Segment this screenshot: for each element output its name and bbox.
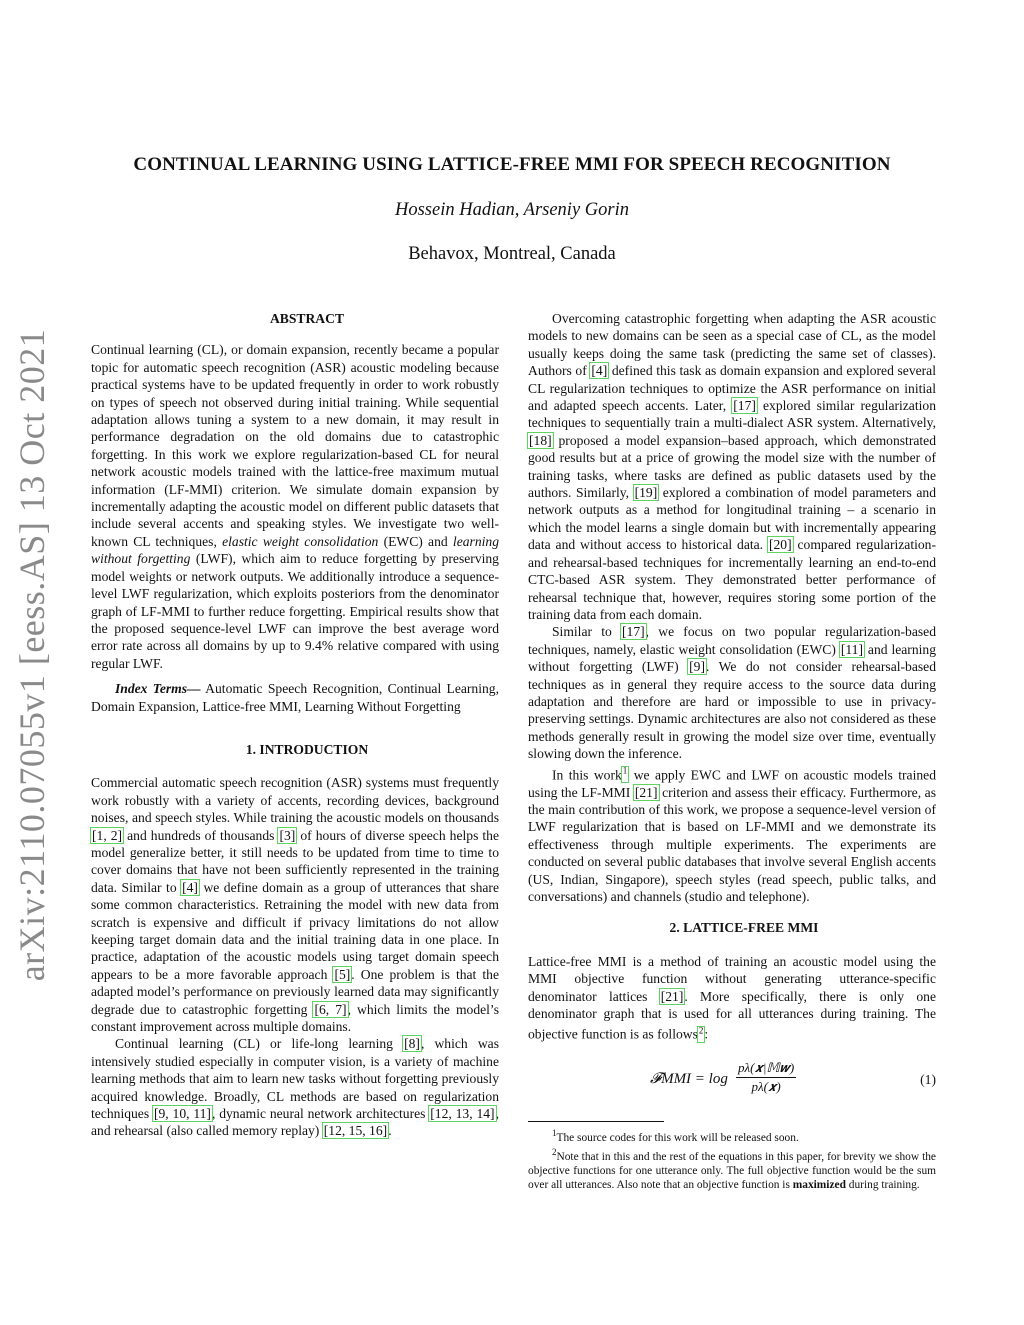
citation-link[interactable]: [3] xyxy=(279,827,296,843)
index-terms-label: Index Terms— xyxy=(115,681,201,697)
footnote-2-bold: maximized xyxy=(792,1178,846,1191)
citation-link[interactable]: [4] xyxy=(591,363,608,379)
citation-link[interactable]: [21] xyxy=(634,784,658,800)
footnote-2-mark: 2 xyxy=(552,1147,557,1158)
footnote-2 xyxy=(528,1145,936,1192)
intro-paragraph-3 xyxy=(528,310,936,623)
intro-p2-text-a: Continual learning (CL) or life-long learning xyxy=(115,1036,404,1052)
intro-p3-text-a: Overcoming catastrophic forgetting when adapting the ASR acoustic models to new domains can be seen as a special case of CL, as the model usually keeps doing the same task (predicting the same set of classes). Authors of xyxy=(528,311,936,379)
citation-link[interactable]: [5] xyxy=(334,966,351,982)
intro-p3-text-e: explored a combination of model parameters and network outputs as a method for longitudinal training – a scenario in which the model learns a single domain but with incrementally appearing data and without access to historical data. xyxy=(528,485,936,553)
abstract-lwf-term: learning without forgetting xyxy=(91,533,499,567)
intro-p2-text-b: , which was intensively studied especially in computer vision, is a variety of machine learning methods that aim to learn new tasks without forgetting previously acquired knowledge. Broadly, CL methods are based on regularization techniques xyxy=(91,1036,499,1122)
citation-link[interactable]: [9, 10, 11] xyxy=(153,1106,211,1122)
citation-link[interactable]: [12, 15, 16] xyxy=(323,1123,388,1139)
left-column xyxy=(91,310,499,1140)
intro-p1-text-f: , which limits the model’s constant improvement across multiple domains. xyxy=(91,1001,499,1035)
paper-affiliation: Behavox, Montreal, Canada xyxy=(408,244,616,264)
citation-link[interactable]: [4] xyxy=(182,879,198,895)
citation-link[interactable]: [8] xyxy=(404,1036,420,1052)
equation-denominator: pλ(𝒙) xyxy=(751,1078,781,1094)
lfmmi-heading: 2. LATTICE-FREE MMI xyxy=(669,920,819,936)
footnote-1 xyxy=(528,1126,936,1145)
citation-link[interactable]: [9] xyxy=(689,659,706,675)
intro-p2-text-d: , and rehearsal (also called memory replay) xyxy=(91,1106,499,1139)
footnote-rule xyxy=(528,1121,664,1122)
intro-p1-text-e: . One problem is that the adapted model’s performance on previously learned data may significantly degrade due to catastrophic forgetting xyxy=(91,966,499,1017)
intro-paragraph-4 xyxy=(528,623,936,762)
index-terms xyxy=(91,680,499,715)
equation-1 xyxy=(528,1059,936,1105)
footnote-1-mark: 1 xyxy=(552,1128,557,1139)
intro-p4-text-c: and learning without forgetting (LWF) xyxy=(528,641,936,675)
intro-p4-text-d: . We do not consider rehearsal-based techniques as in general they require access to the source data during adaptation and therefore are hard or impossible to use in privacy-preserving settings. Dynamic architectures are also not considered as these methods generally result in growing the model size over time, eventually slowing down the inference. xyxy=(528,659,936,762)
citation-link[interactable]: [20] xyxy=(768,537,792,553)
abstract-text-3: (LWF), which aim to reduce forgetting by preserving model weights or network outputs. We additionally introduce a sequence-level LWF regularization, which exploits posteriors from the denominator graph of LF-MMI to further reduce forgetting. Empirical results show that the proposed sequence-level LWF can improve the best average word error rate across all domains by up to 9.4% relative compared with using regular LWF. xyxy=(91,551,499,671)
abstract-text-1: Continual learning (CL), or domain expansion, recently became a popular topic for automatic speech recognition (ASR) acoustic modeling because practical systems have to be updated frequently in order to work robustly on types of speech not observed during initial training. While sequential adaptation allows tuning a system to a new domain, it may result in performance degradation on the old domains due to catastrophic forgetting. In this work we explore regularization-based CL for neural network acoustic models trained with the lattice-free maximum mutual information (LF-MMI) criterion. We simulate domain expansion by incrementally adapting the acoustic model on different public datasets that include several accents and speaking styles. We investigate two well-known CL techniques, xyxy=(91,342,499,549)
lfmmi-paragraph-1 xyxy=(528,953,936,1044)
intro-paragraph-1 xyxy=(91,774,499,1035)
footnote-marker: 2 xyxy=(698,1025,704,1036)
citation-link[interactable]: [11] xyxy=(840,641,863,657)
citation-link[interactable]: [6, 7] xyxy=(314,1001,347,1017)
lfmmi-p1-text-c: : xyxy=(704,1026,709,1042)
equation-lhs: 𝓕MMI = log xyxy=(650,1071,728,1088)
paper-authors: Hossein Hadian, Arseniy Gorin xyxy=(395,200,629,220)
abstract-text-2: (EWC) and xyxy=(378,533,453,549)
intro-p5-text-a: In this work xyxy=(552,767,622,783)
intro-p2-text-e: . xyxy=(388,1123,392,1139)
citation-link[interactable]: [18] xyxy=(529,432,552,448)
lfmmi-p1-text-a: Lattice-free MMI is a method of training an acoustic model using the MMI objective function without generating utterance-specific denominator lattices xyxy=(528,953,936,1004)
lfmmi-p1-text-b: . More specifically, there is only one denominator graph that is used for all utterances during training. The objective function is as follows xyxy=(528,988,936,1042)
footnote-marker: 1 xyxy=(622,765,628,776)
abstract-heading: ABSTRACT xyxy=(269,311,345,326)
intro-p3-text-b: defined this task as domain expansion and explored several CL regularization techniques to optimize the ASR performance on initial and adapted speech accents. Later, xyxy=(528,363,936,414)
footnote-1-text: The source codes for this work will be released soon. xyxy=(556,1132,799,1145)
intro-paragraph-5 xyxy=(528,763,936,906)
equation-fraction xyxy=(736,1059,796,1095)
footnote-2-text-a: Note that in this and the rest of the equations in this paper, for brevity we show the objective functions for one utterance only. The full objective function would be the sum over all utterances. Also note that an objective function is xyxy=(528,1150,936,1191)
arxiv-identifier: arXiv:2110.07055v1 [eess.AS] 13 Oct 2021 xyxy=(12,328,52,982)
right-column xyxy=(528,310,936,1192)
citation-link[interactable]: [17] xyxy=(622,624,645,640)
arxiv-sidebar xyxy=(12,328,52,982)
intro-p4-text-a: Similar to xyxy=(552,624,621,640)
index-terms-text: Automatic Speech Recognition, Continual Learning, Domain Expansion, Lattice-free MMI, Learning Without Forgetting xyxy=(91,681,499,714)
citation-link[interactable]: [19] xyxy=(634,485,658,501)
intro-p4-text-b: , we focus on two popular regularization-based techniques, namely, elastic weight consolidation (EWC) xyxy=(528,624,936,657)
intro-p3-text-c: explored similar regularization techniques to sequentially train a multi-dialect ASR system. Alternatively, xyxy=(528,398,936,431)
intro-paragraph-2 xyxy=(91,1035,499,1139)
intro-p2-text-c: , dynamic neural network architectures xyxy=(211,1106,430,1122)
equation-number: (1) xyxy=(920,1072,936,1088)
intro-p5-text-b: we apply EWC and LWF on acoustic models trained using the LF-MMI xyxy=(528,767,936,800)
intro-p1-text-c: of hours of diverse speech helps the model generalize better, it still needs to be updated from time to time to cover domains that have not been sufficiently represented in the training data. Similar to xyxy=(91,827,500,895)
footnote-2-text-b: during training. xyxy=(845,1178,920,1191)
abstract-ewc-term: elastic weight consolidation xyxy=(222,533,379,549)
abstract-paragraph xyxy=(91,341,499,672)
citation-link[interactable]: [21] xyxy=(660,988,684,1004)
intro-p1-text-a: Commercial automatic speech recognition (ASR) systems must frequently work robustly with a variety of accents, recording devices, background noises, and speech styles. While training the acoustic models on thousands xyxy=(91,775,499,826)
intro-p5-text-c: criterion and assess their efficacy. Furthermore, as the main contribution of this work, we propose a sequence-level version of LWF regularization that is based on LF-MMI and we demonstrate its effectiveness through multiple experiments. The experiments are conducted on several public databases that involve several English accents (US, Indian, Singapore), speech styles (read speech, public talks, and conversations) and channels (studio and telephone). xyxy=(528,784,936,904)
citation-link[interactable]: [17] xyxy=(733,398,756,414)
citation-link[interactable]: [1, 2] xyxy=(92,827,123,843)
equation-numerator: pλ(𝒙|𝕄𝒘) xyxy=(736,1059,796,1077)
intro-heading: 1. INTRODUCTION xyxy=(245,741,369,757)
intro-p1-text-d: we define domain as a group of utterances that share some common characteristics. Retraining the model with new data from scratch is expensive and difficult if privacy limitations do not allow keeping target domain data and the initial training data in one place. In practice, adaptation of the acoustic models using target domain speech appears to be a more favorable approach xyxy=(91,879,499,982)
intro-p3-text-f: compared regularization- and rehearsal-based techniques for incrementally learning an end-to-end CTC-based ASR system. They demonstrated better performance of rehearsal technique that, however, requires storing some portion of the training data from each domain. xyxy=(528,537,936,622)
paper-title: CONTINUAL LEARNING USING LATTICE-FREE MMI FOR SPEECH RECOGNITION xyxy=(133,154,891,175)
intro-p3-text-d: proposed a model expansion–based approach, which demonstrated good results but at a price of growing the model size with the number of training tasks, where tasks are defined as public datasets used by the authors. Similarly, xyxy=(528,432,936,501)
intro-p1-text-b: and hundreds of thousands xyxy=(123,827,279,843)
citation-link[interactable]: [12, 13, 14] xyxy=(430,1106,495,1122)
